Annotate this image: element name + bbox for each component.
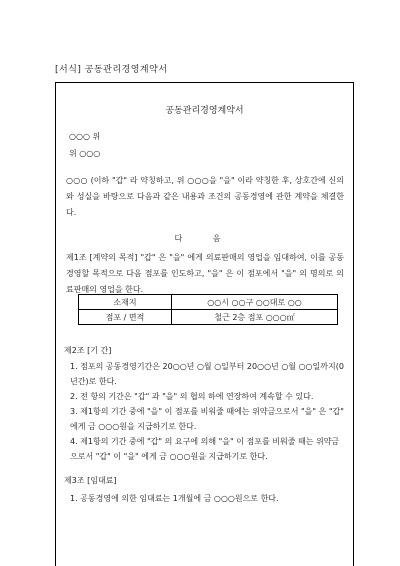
table-label: 점포 / 면적 bbox=[79, 310, 172, 325]
article-2-title: 제2조 [기 간] bbox=[64, 346, 112, 355]
table-label: 소재지 bbox=[79, 295, 172, 310]
article-3-title: 제3조 [임대료] bbox=[64, 476, 117, 485]
list-item: 1. 점포의 공동경영기간은 20○○년 ○월 ○일부터 20○○년 ○월 ○○일까지(0년간)로 한다. bbox=[70, 362, 344, 386]
party-1: ○○○ 위 bbox=[69, 132, 101, 141]
document-title: 공동관리경영계약서 bbox=[165, 106, 244, 116]
table-row bbox=[79, 295, 338, 310]
document-frame bbox=[55, 82, 354, 566]
article-1 bbox=[66, 250, 344, 298]
list-item: 4. 제1항의 기간 중에 "갑" 의 요구에 의해 "을" 이 점포를 비워줄 때는 위약금으로서 "갑" 이 "을" 에게 금 ○○○원을 지급하기로 한다. bbox=[70, 437, 340, 461]
premises-table bbox=[78, 294, 338, 325]
list-item: 1. 공동경영에 의한 임대료는 1개월에 금 ○○○원으로 한다. bbox=[70, 494, 279, 503]
article-1-text: "갑" 은 "을" 에게 의료판매의 영업을 임대하여, 이를 공동경영할 목적으로 다음 점포를 인도하고, "을" 은 이 점포에서 "을" 의 명의로 의료판매의 영업을 한다. bbox=[66, 253, 345, 294]
article-1-title: 제1조 [계약의 목적] bbox=[66, 253, 138, 262]
table-row bbox=[79, 310, 338, 325]
section-heading: 다 음 bbox=[174, 234, 235, 243]
intro-paragraph: ○○○ (이하 "갑" 라 약칭하고, 위 ○○○을 "을" 이라 약칭한 후, 상호간에 신의와 성실을 바탕으로 다음과 같은 내용과 조건의 공동경영에 관한 계약을 체결한다. bbox=[66, 176, 344, 217]
list-item: 2. 전 항의 기간은 "갑" 과 "을" 의 협의 하에 연장하여 계속할 수 있다. bbox=[70, 392, 314, 401]
list-item: 3. 제1항의 기간 중에 "을" 이 점포를 비워줄 때에는 위약금으로서 "을" 은 "갑" 에게 금 ○○○원을 지급하기로 한다. bbox=[70, 407, 344, 431]
table-value: ○○시 ○○구 ○○대로 ○○ bbox=[172, 295, 338, 310]
form-label: [서식] 공동관리경영계약서 bbox=[55, 65, 168, 75]
table-value: 철근 2층 점포 ○○○㎡ bbox=[172, 310, 338, 325]
party-2: 위 ○○○ bbox=[69, 149, 101, 158]
